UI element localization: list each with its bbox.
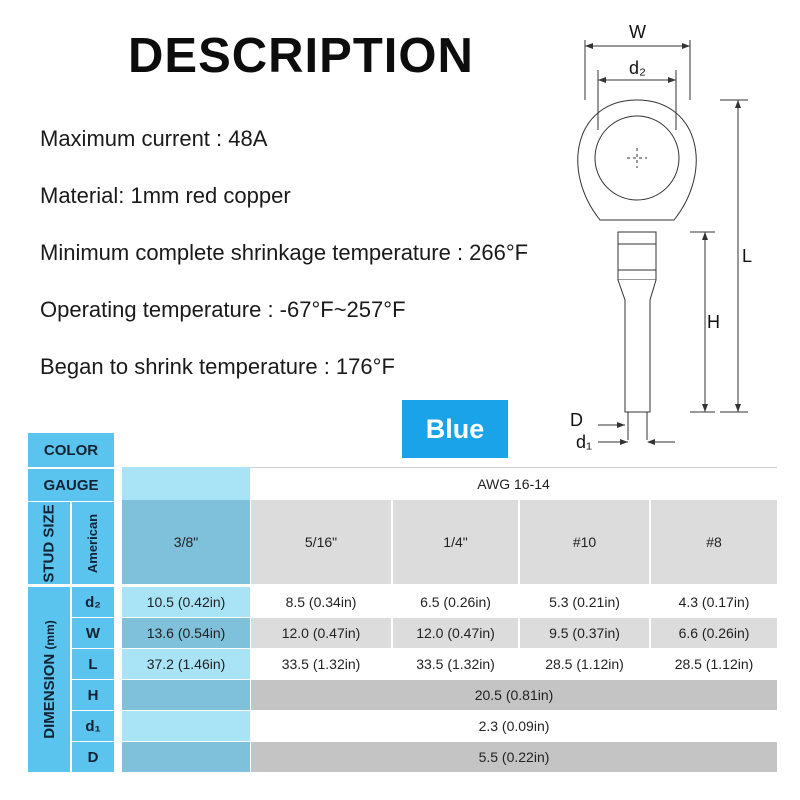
label-d: D [570, 410, 583, 430]
stud-size-1: 3/8" [122, 500, 250, 584]
page-title: DESCRIPTION [128, 29, 474, 83]
d2-val-1: 10.5 (0.42in) [122, 587, 250, 617]
h-col1-bg [122, 680, 250, 710]
stud-size-3: 1/4" [393, 500, 518, 584]
label-d1: d₁ [576, 432, 593, 452]
header-dimension-unit: (mm) [42, 620, 57, 650]
sleeve-body [618, 280, 656, 412]
dim-name-d: D [72, 742, 114, 772]
gauge-col1-bg [122, 467, 250, 500]
header-dimension [28, 587, 70, 772]
header-color: COLOR [28, 433, 114, 467]
l-val-3: 33.5 (1.32in) [393, 649, 518, 679]
d-val: 5.5 (0.22in) [251, 742, 777, 772]
header-stud-size [28, 502, 70, 584]
l-val-4: 28.5 (1.12in) [520, 649, 649, 679]
spec-material: Material: 1mm red copper [40, 183, 291, 208]
sleeve-upper [618, 232, 656, 280]
d2-val-2: 8.5 (0.34in) [251, 587, 391, 617]
dim-name-l: L [72, 649, 114, 679]
header-dimension-text [41, 620, 58, 739]
dim-name-h: H [72, 680, 114, 710]
header-stud-size-text: STUD SIZE [40, 503, 58, 583]
header-american-text: American [85, 513, 101, 573]
d-col1-bg [122, 742, 250, 772]
w-val-1: 13.6 (0.54in) [122, 618, 250, 648]
d2-val-3: 6.5 (0.26in) [393, 587, 518, 617]
w-val-3: 12.0 (0.47in) [393, 618, 518, 648]
stud-size-4: #10 [520, 500, 649, 584]
label-d2: d₂ [629, 58, 646, 78]
label-w: W [629, 22, 646, 42]
spec-operating-temp: Operating temperature : -67°F~257°F [40, 297, 406, 322]
dim-name-d1: d₁ [72, 711, 114, 741]
spec-max-current: Maximum current : 48A [40, 126, 268, 151]
color-badge-blue: Blue [402, 400, 508, 458]
label-l: L [742, 246, 753, 266]
d2-val-5: 4.3 (0.17in) [651, 587, 777, 617]
gauge-value: AWG 16-14 [250, 467, 777, 500]
dim-name-d2: d₂ [72, 587, 114, 617]
header-american [72, 502, 114, 584]
ring-hole [595, 116, 679, 200]
spec-begin-shrink-temp: Began to shrink temperature : 176°F [40, 354, 395, 379]
d1-val: 2.3 (0.09in) [251, 711, 777, 741]
stud-size-5: #8 [651, 500, 777, 584]
header-dimension-label: DIMENSION [40, 653, 58, 739]
l-val-5: 28.5 (1.12in) [651, 649, 777, 679]
w-val-5: 6.6 (0.26in) [651, 618, 777, 648]
w-val-4: 9.5 (0.37in) [520, 618, 649, 648]
stud-size-2: 5/16" [251, 500, 391, 584]
label-h: H [707, 312, 720, 332]
w-val-2: 12.0 (0.47in) [251, 618, 391, 648]
dim-name-w: W [72, 618, 114, 648]
spec-complete-shrink-temp: Minimum complete shrinkage temperature : 266°F [40, 240, 529, 265]
header-gauge: GAUGE [28, 469, 114, 501]
d2-val-4: 5.3 (0.21in) [520, 587, 649, 617]
h-val: 20.5 (0.81in) [251, 680, 777, 710]
d1-col1-bg [122, 711, 250, 741]
l-val-1: 37.2 (1.46in) [122, 649, 250, 679]
l-val-2: 33.5 (1.32in) [251, 649, 391, 679]
